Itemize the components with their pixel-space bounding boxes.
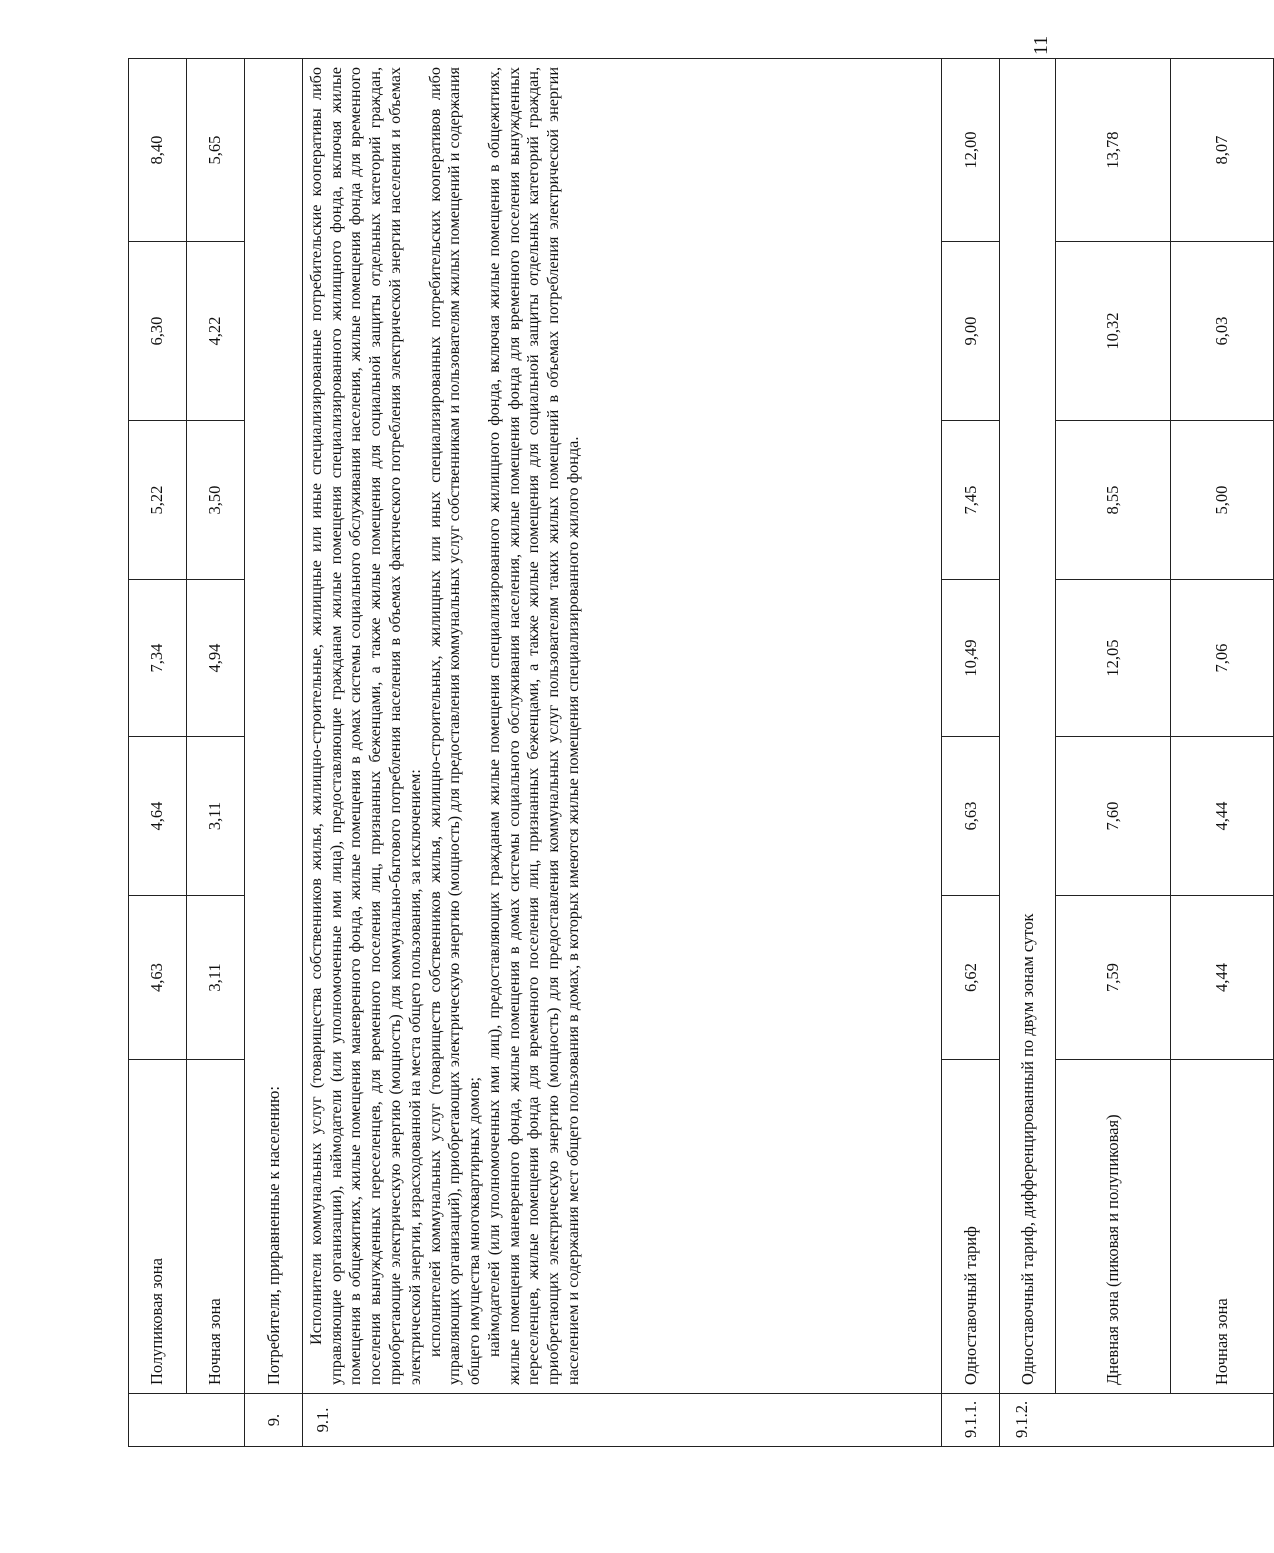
value-cell: 9,00 xyxy=(942,242,1000,421)
value-cell: 3,11 xyxy=(186,896,245,1060)
table-row xyxy=(245,59,303,1447)
value-cell: 7,06 xyxy=(1171,580,1274,737)
table-row xyxy=(999,59,1055,1447)
value-cell: 5,22 xyxy=(129,421,187,580)
row-label: Дневная зона (пиковая и полупиковая) xyxy=(1056,1060,1171,1394)
value-cell: 10,49 xyxy=(942,580,1000,737)
value-cell: 12,00 xyxy=(942,59,1000,242)
value-cell: 4,63 xyxy=(129,896,187,1060)
value-cell: 7,60 xyxy=(1056,737,1171,896)
row-label: Ночная зона xyxy=(186,1060,245,1394)
value-cell: 6,03 xyxy=(1171,242,1274,421)
value-cell: 3,50 xyxy=(186,421,245,580)
consumer-description xyxy=(302,59,941,1394)
value-cell: 6,30 xyxy=(129,242,187,421)
row-code: 9.1. xyxy=(302,1394,941,1447)
value-cell: 4,94 xyxy=(186,580,245,737)
value-cell: 8,07 xyxy=(1171,59,1274,242)
description-paragraph: наймодателей (или уполномоченных ими лиц), предоставляющих гражданам жилые помещения специализированного жилищного фонда, включая жилые помещения в общежитиях, жилые помещения маневренного фонда, жилые помещения в домах системы социального обслуживания населения, жилые помещения фонда для временного поселения вынужденных переселенцев, жилые помещения фонда для временного поселения лиц, признанных беженцами, а также жилые помещения для социальной защиты отдельных категорий граждан, приобретающих электрическую энергию (мощность) для предоставления коммунальных услуг пользователям таких жилых помещений в объемах потребления электрической энергии населением и содержания мест общего пользования в домах, в которых имеются жилые помещения специализированного жилого фонда. xyxy=(484,67,582,1385)
value-cell: 5,00 xyxy=(1171,421,1274,580)
value-cell: 7,34 xyxy=(129,580,187,737)
row-label: Одноставочный тариф xyxy=(942,1060,1000,1394)
value-cell: 4,44 xyxy=(1171,737,1274,896)
value-cell: 7,45 xyxy=(942,421,1000,580)
section-title: Потребители, приравненные к населению: xyxy=(245,59,303,1394)
value-cell: 10,32 xyxy=(1056,242,1171,421)
empty-code-cell xyxy=(129,1394,245,1447)
table-row xyxy=(129,59,187,1447)
value-cell: 4,64 xyxy=(129,737,187,896)
table-row xyxy=(1171,59,1274,1447)
value-cell: 4,22 xyxy=(186,242,245,421)
value-cell: 13,78 xyxy=(1056,59,1171,242)
value-cell: 4,44 xyxy=(1171,896,1274,1060)
table-row xyxy=(186,59,245,1447)
table-row xyxy=(302,59,941,1447)
description-paragraph: исполнителей коммунальных услуг (товариществ собственников жилья, жилищно-строительных, жилищных или иных специализированных потребительских кооперативов либо управляющих организаций), приобретающих электрическую энергию (мощность) для предоставления коммунальных услуг собственникам и пользователям жилых помещений и содержания общего имущества многоквартирных домов; xyxy=(425,67,484,1385)
value-cell: 8,40 xyxy=(129,59,187,242)
table-row xyxy=(942,59,1000,1447)
row-label: Ночная зона xyxy=(1171,1060,1274,1394)
value-cell: 6,62 xyxy=(942,896,1000,1060)
row-code: 9.1.1. xyxy=(942,1394,1000,1447)
row-code: 9. xyxy=(245,1394,303,1447)
value-cell: 3,11 xyxy=(186,737,245,896)
row-code: 9.1.2. xyxy=(999,1394,1273,1447)
value-cell: 12,05 xyxy=(1056,580,1171,737)
table-row xyxy=(1056,59,1171,1447)
value-cell: 5,65 xyxy=(186,59,245,242)
section-title: Одноставочный тариф, дифференцированный по двум зонам суток xyxy=(999,59,1055,1394)
description-paragraph: Исполнители коммунальных услуг (товарищества собственников жилья, жилищно-строительные, жилищные или иные специализированные потребительские кооперативы либо управляющие организации), наймодатели (или уполномоченные ими лица), предоставляющие гражданам жилые помещения специализированного жилищного фонда, включая жилые помещения в общежитиях, жилые помещения маневренного фонда, жилые помещения в домах системы социального обслуживания населения, жилые помещения фонда для временного поселения вынужденных переселенцев, для временного поселения лиц, признанных беженцами, а также жилые помещения для социальной защиты отдельных категорий граждан, приобретающие электрическую энергию (мощность) для коммунально-бытового потребления населения в объемах фактического потребления электрической энергии населения и объемах электрической энергии, израсходованной на места общего пользования, за исключением: xyxy=(306,67,424,1385)
rotated-table-wrapper xyxy=(128,59,1274,1447)
tariff-table xyxy=(128,58,1274,1447)
value-cell: 8,55 xyxy=(1056,421,1171,580)
value-cell: 6,63 xyxy=(942,737,1000,896)
page-number: 11 xyxy=(1030,35,1052,55)
row-label: Полупиковая зона xyxy=(129,1060,187,1394)
value-cell: 7,59 xyxy=(1056,896,1171,1060)
